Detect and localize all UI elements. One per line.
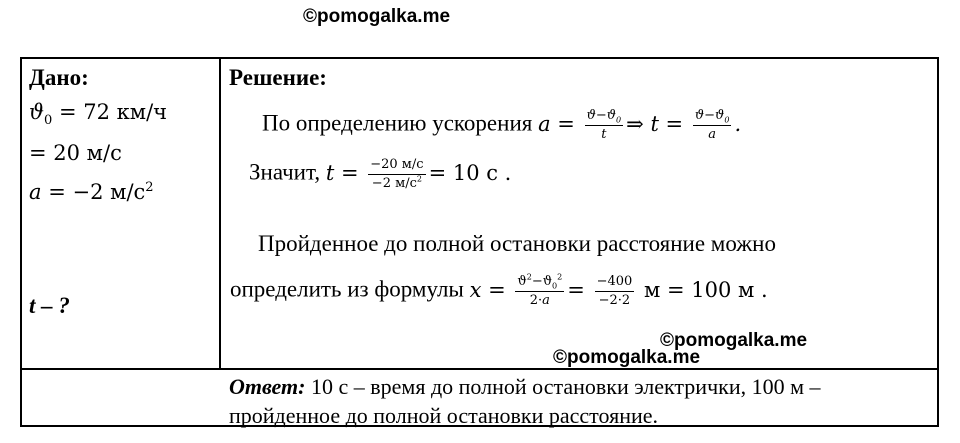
solution-line-1: По определению ускорения a = $\frac{ϑ-ϑ_0}{t}$ ⇒ t = $\frac{ϑ-ϑ_0}{a}$ . [262, 108, 742, 142]
time-formula: t = $\frac{-20 м/с}{-2 м/с^2}$ = 10 с . [325, 157, 512, 191]
given-line1-formula: $ϑ_0 = 72$ км/ч [29, 100, 168, 129]
unknown-time: t – ? [29, 293, 70, 318]
answer-block [229, 372, 929, 430]
solution-line-2: Значит, t = $\frac{-20 м/с}{-2 м/с^2}$ = 10 с . [249, 157, 512, 191]
given-header: Дано: [29, 65, 89, 90]
answer-label: Ответ: [229, 374, 306, 399]
given-acceleration: a = −2 $м/с^2$ [29, 180, 154, 204]
solution-paragraph-2-line-2: определить из формулы x = $\frac{ϑ^2-ϑ_0^2}{2\cdot a}$ = $\frac{-400}{-2\cdot 2}$ м = 100 м . [230, 272, 768, 308]
given-initial-speed-kmh [29, 100, 168, 129]
answer-text: 10 с – время до полной остановки электрички, 100 м – пройденное до полной остановки расстояние. [229, 374, 821, 428]
given-initial-speed-ms: = 20 м/с [29, 141, 122, 165]
solution-header: Решение: [229, 65, 327, 90]
watermark-middle: ©pomogalka.me [660, 330, 808, 351]
distance-formula: x = $\frac{ϑ^2-ϑ_0^2}{2\cdot a}$ = $\frac{-400}{-2\cdot 2}$ м = 100 м . [469, 272, 768, 308]
acceleration-formula: a = $\frac{ϑ-ϑ_0}{t}$ ⇒ t = $\frac{ϑ-ϑ_0}{a}$ . [538, 108, 742, 142]
solution-paragraph-2-line-1: Пройденное до полной остановки расстояние можно [258, 231, 776, 256]
watermark-top: ©pomogalka.me [303, 6, 451, 27]
column-divider [219, 57, 221, 370]
answer-divider [20, 368, 939, 370]
watermark-bottom: ©pomogalka.me [553, 347, 701, 368]
